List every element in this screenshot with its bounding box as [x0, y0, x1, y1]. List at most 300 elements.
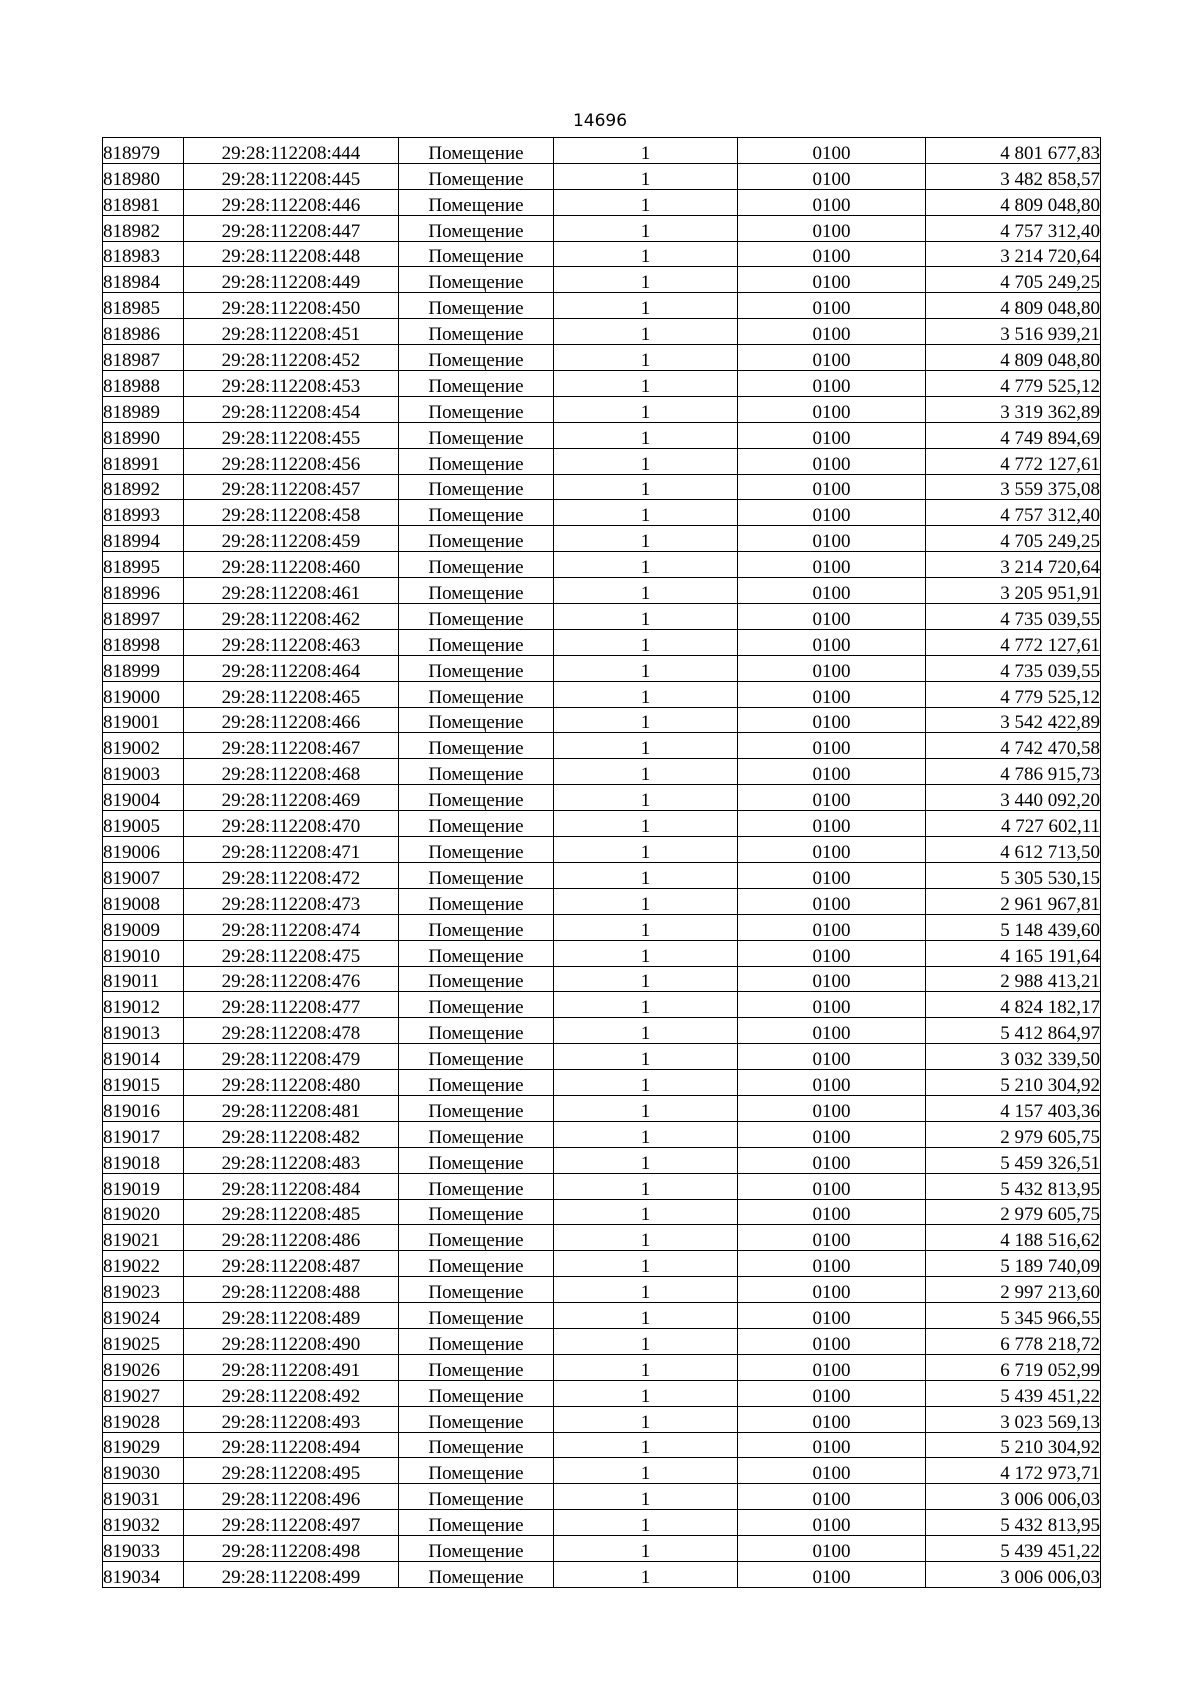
cadastral-number-cell: 29:28:112208:478 [184, 1018, 399, 1044]
quantity-cell: 1 [554, 371, 738, 397]
object-type-cell: Помещение [399, 241, 554, 267]
quantity-cell: 1 [554, 1095, 738, 1121]
record-number-cell: 818991 [103, 448, 184, 474]
record-number-cell: 818999 [103, 655, 184, 681]
cadastral-number-cell: 29:28:112208:490 [184, 1328, 399, 1354]
table-row [103, 759, 1101, 785]
table-row [103, 655, 1101, 681]
code-cell: 0100 [738, 629, 926, 655]
code-cell: 0100 [738, 1147, 926, 1173]
record-number-cell: 819019 [103, 1173, 184, 1199]
cadastral-value-cell: 4 772 127,61 [926, 629, 1101, 655]
quantity-cell: 1 [554, 1458, 738, 1484]
table-row [103, 500, 1101, 526]
code-cell: 0100 [738, 785, 926, 811]
code-cell: 0100 [738, 1225, 926, 1251]
page-number: 14696 [572, 111, 628, 131]
table-row [103, 1173, 1101, 1199]
cadastral-value-cell: 4 772 127,61 [926, 448, 1101, 474]
object-type-cell: Помещение [399, 1251, 554, 1277]
quantity-cell: 1 [554, 655, 738, 681]
quantity-cell: 1 [554, 759, 738, 785]
cadastral-number-cell: 29:28:112208:472 [184, 862, 399, 888]
cadastral-number-cell: 29:28:112208:462 [184, 604, 399, 630]
cadastral-value-cell: 2 979 605,75 [926, 1199, 1101, 1225]
cadastral-number-cell: 29:28:112208:445 [184, 163, 399, 189]
record-number-cell: 819029 [103, 1432, 184, 1458]
quantity-cell: 1 [554, 1561, 738, 1587]
quantity-cell: 1 [554, 422, 738, 448]
table-row [103, 604, 1101, 630]
table-row [103, 1018, 1101, 1044]
object-type-cell: Помещение [399, 811, 554, 837]
quantity-cell: 1 [554, 992, 738, 1018]
cadastral-number-cell: 29:28:112208:468 [184, 759, 399, 785]
code-cell: 0100 [738, 267, 926, 293]
cadastral-number-cell: 29:28:112208:493 [184, 1406, 399, 1432]
code-cell: 0100 [738, 1406, 926, 1432]
record-number-cell: 819027 [103, 1380, 184, 1406]
quantity-cell: 1 [554, 1406, 738, 1432]
quantity-cell: 1 [554, 189, 738, 215]
code-cell: 0100 [738, 163, 926, 189]
object-type-cell: Помещение [399, 1536, 554, 1562]
object-type-cell: Помещение [399, 1173, 554, 1199]
object-type-cell: Помещение [399, 396, 554, 422]
record-number-cell: 819016 [103, 1095, 184, 1121]
quantity-cell: 1 [554, 552, 738, 578]
object-type-cell: Помещение [399, 163, 554, 189]
record-number-cell: 819010 [103, 940, 184, 966]
cadastral-number-cell: 29:28:112208:452 [184, 345, 399, 371]
record-number-cell: 819031 [103, 1484, 184, 1510]
record-number-cell: 819024 [103, 1303, 184, 1329]
quantity-cell: 1 [554, 785, 738, 811]
table-row [103, 1070, 1101, 1096]
code-cell: 0100 [738, 396, 926, 422]
object-type-cell: Помещение [399, 733, 554, 759]
cadastral-number-cell: 29:28:112208:496 [184, 1484, 399, 1510]
cadastral-value-cell: 5 439 451,22 [926, 1380, 1101, 1406]
quantity-cell: 1 [554, 500, 738, 526]
cadastral-value-cell: 6 778 218,72 [926, 1328, 1101, 1354]
cadastral-value-cell: 5 189 740,09 [926, 1251, 1101, 1277]
cadastral-value-cell: 5 345 966,55 [926, 1303, 1101, 1329]
code-cell: 0100 [738, 1199, 926, 1225]
cadastral-value-cell: 3 440 092,20 [926, 785, 1101, 811]
table-row [103, 371, 1101, 397]
table-row [103, 1251, 1101, 1277]
cadastral-number-cell: 29:28:112208:449 [184, 267, 399, 293]
quantity-cell: 1 [554, 1303, 738, 1329]
cadastral-number-cell: 29:28:112208:479 [184, 1044, 399, 1070]
record-number-cell: 819009 [103, 914, 184, 940]
code-cell: 0100 [738, 319, 926, 345]
table-row [103, 1561, 1101, 1587]
code-cell: 0100 [738, 1380, 926, 1406]
object-type-cell: Помещение [399, 1406, 554, 1432]
code-cell: 0100 [738, 526, 926, 552]
object-type-cell: Помещение [399, 1303, 554, 1329]
table-row [103, 1432, 1101, 1458]
table-row [103, 138, 1101, 164]
code-cell: 0100 [738, 733, 926, 759]
record-number-cell: 818990 [103, 422, 184, 448]
quantity-cell: 1 [554, 1147, 738, 1173]
quantity-cell: 1 [554, 862, 738, 888]
cadastral-number-cell: 29:28:112208:469 [184, 785, 399, 811]
quantity-cell: 1 [554, 396, 738, 422]
cadastral-number-cell: 29:28:112208:461 [184, 578, 399, 604]
cadastral-number-cell: 29:28:112208:486 [184, 1225, 399, 1251]
cadastral-number-cell: 29:28:112208:460 [184, 552, 399, 578]
table-row [103, 215, 1101, 241]
quantity-cell: 1 [554, 345, 738, 371]
record-number-cell: 819032 [103, 1510, 184, 1536]
code-cell: 0100 [738, 422, 926, 448]
cadastral-value-cell: 4 801 677,83 [926, 138, 1101, 164]
code-cell: 0100 [738, 215, 926, 241]
cadastral-value-cell: 4 757 312,40 [926, 500, 1101, 526]
object-type-cell: Помещение [399, 448, 554, 474]
cadastral-value-cell: 4 824 182,17 [926, 992, 1101, 1018]
cadastral-value-cell: 3 542 422,89 [926, 707, 1101, 733]
cadastral-number-cell: 29:28:112208:451 [184, 319, 399, 345]
cadastral-number-cell: 29:28:112208:456 [184, 448, 399, 474]
object-type-cell: Помещение [399, 862, 554, 888]
quantity-cell: 1 [554, 1380, 738, 1406]
cadastral-number-cell: 29:28:112208:467 [184, 733, 399, 759]
code-cell: 0100 [738, 1251, 926, 1277]
quantity-cell: 1 [554, 1277, 738, 1303]
cadastral-value-cell: 5 148 439,60 [926, 914, 1101, 940]
table-row [103, 1095, 1101, 1121]
quantity-cell: 1 [554, 163, 738, 189]
cadastral-value-cell: 3 032 339,50 [926, 1044, 1101, 1070]
cadastral-value-cell: 5 305 530,15 [926, 862, 1101, 888]
record-number-cell: 818987 [103, 345, 184, 371]
cadastral-value-cell: 4 727 602,11 [926, 811, 1101, 837]
quantity-cell: 1 [554, 267, 738, 293]
table-row [103, 526, 1101, 552]
record-number-cell: 819018 [103, 1147, 184, 1173]
record-number-cell: 819011 [103, 966, 184, 992]
table-row [103, 733, 1101, 759]
quantity-cell: 1 [554, 1536, 738, 1562]
quantity-cell: 1 [554, 811, 738, 837]
table-row [103, 811, 1101, 837]
object-type-cell: Помещение [399, 552, 554, 578]
cadastral-value-cell: 3 482 858,57 [926, 163, 1101, 189]
object-type-cell: Помещение [399, 267, 554, 293]
cadastral-value-cell: 2 961 967,81 [926, 888, 1101, 914]
cadastral-value-cell: 4 735 039,55 [926, 655, 1101, 681]
cadastral-value-cell: 4 742 470,58 [926, 733, 1101, 759]
object-type-cell: Помещение [399, 681, 554, 707]
cadastral-value-cell: 4 612 713,50 [926, 837, 1101, 863]
table-row [103, 1225, 1101, 1251]
quantity-cell: 1 [554, 578, 738, 604]
code-cell: 0100 [738, 1328, 926, 1354]
table-row [103, 1406, 1101, 1432]
record-number-cell: 819022 [103, 1251, 184, 1277]
record-number-cell: 818998 [103, 629, 184, 655]
cadastral-number-cell: 29:28:112208:489 [184, 1303, 399, 1329]
cadastral-value-cell: 3 559 375,08 [926, 474, 1101, 500]
table-row [103, 552, 1101, 578]
table-row [103, 681, 1101, 707]
object-type-cell: Помещение [399, 474, 554, 500]
cadastral-value-cell: 6 719 052,99 [926, 1354, 1101, 1380]
table-row [103, 293, 1101, 319]
cadastral-value-cell: 4 779 525,12 [926, 681, 1101, 707]
code-cell: 0100 [738, 1121, 926, 1147]
cadastral-number-cell: 29:28:112208:477 [184, 992, 399, 1018]
record-number-cell: 818984 [103, 267, 184, 293]
table-row [103, 1536, 1101, 1562]
cadastral-value-cell: 4 157 403,36 [926, 1095, 1101, 1121]
quantity-cell: 1 [554, 448, 738, 474]
cadastral-value-cell: 5 412 864,97 [926, 1018, 1101, 1044]
table-row [103, 319, 1101, 345]
object-type-cell: Помещение [399, 992, 554, 1018]
cadastral-value-cell: 5 210 304,92 [926, 1070, 1101, 1096]
cadastral-value-cell: 2 997 213,60 [926, 1277, 1101, 1303]
object-type-cell: Помещение [399, 629, 554, 655]
table-row [103, 629, 1101, 655]
code-cell: 0100 [738, 552, 926, 578]
table-row [103, 422, 1101, 448]
record-number-cell: 819017 [103, 1121, 184, 1147]
object-type-cell: Помещение [399, 1561, 554, 1587]
code-cell: 0100 [738, 1303, 926, 1329]
quantity-cell: 1 [554, 1018, 738, 1044]
cadastral-number-cell: 29:28:112208:481 [184, 1095, 399, 1121]
code-cell: 0100 [738, 1354, 926, 1380]
object-type-cell: Помещение [399, 837, 554, 863]
record-number-cell: 818996 [103, 578, 184, 604]
cadastral-number-cell: 29:28:112208:455 [184, 422, 399, 448]
code-cell: 0100 [738, 1173, 926, 1199]
code-cell: 0100 [738, 1484, 926, 1510]
code-cell: 0100 [738, 1510, 926, 1536]
code-cell: 0100 [738, 293, 926, 319]
table-row [103, 1199, 1101, 1225]
cadastral-number-cell: 29:28:112208:450 [184, 293, 399, 319]
record-number-cell: 818995 [103, 552, 184, 578]
quantity-cell: 1 [554, 1199, 738, 1225]
code-cell: 0100 [738, 940, 926, 966]
cadastral-number-cell: 29:28:112208:491 [184, 1354, 399, 1380]
cadastral-number-cell: 29:28:112208:487 [184, 1251, 399, 1277]
record-number-cell: 818981 [103, 189, 184, 215]
cadastral-value-cell: 4 188 516,62 [926, 1225, 1101, 1251]
code-cell: 0100 [738, 1018, 926, 1044]
object-type-cell: Помещение [399, 345, 554, 371]
record-number-cell: 818979 [103, 138, 184, 164]
code-cell: 0100 [738, 189, 926, 215]
table-row [103, 1510, 1101, 1536]
object-type-cell: Помещение [399, 1095, 554, 1121]
cadastral-number-cell: 29:28:112208:474 [184, 914, 399, 940]
code-cell: 0100 [738, 681, 926, 707]
table-row [103, 163, 1101, 189]
cadastral-number-cell: 29:28:112208:465 [184, 681, 399, 707]
table-row [103, 1277, 1101, 1303]
quantity-cell: 1 [554, 1225, 738, 1251]
object-type-cell: Помещение [399, 1121, 554, 1147]
record-number-cell: 818985 [103, 293, 184, 319]
object-type-cell: Помещение [399, 500, 554, 526]
quantity-cell: 1 [554, 215, 738, 241]
quantity-cell: 1 [554, 1173, 738, 1199]
object-type-cell: Помещение [399, 1277, 554, 1303]
cadastral-number-cell: 29:28:112208:497 [184, 1510, 399, 1536]
record-number-cell: 819030 [103, 1458, 184, 1484]
record-number-cell: 819005 [103, 811, 184, 837]
record-number-cell: 818989 [103, 396, 184, 422]
cadastral-value-cell: 3 006 006,03 [926, 1561, 1101, 1587]
cadastral-number-cell: 29:28:112208:494 [184, 1432, 399, 1458]
object-type-cell: Помещение [399, 655, 554, 681]
cadastral-value-cell: 4 786 915,73 [926, 759, 1101, 785]
cadastral-number-cell: 29:28:112208:463 [184, 629, 399, 655]
object-type-cell: Помещение [399, 940, 554, 966]
cadastral-value-cell: 4 705 249,25 [926, 267, 1101, 293]
object-type-cell: Помещение [399, 785, 554, 811]
object-type-cell: Помещение [399, 319, 554, 345]
quantity-cell: 1 [554, 837, 738, 863]
record-number-cell: 819025 [103, 1328, 184, 1354]
cadastral-value-cell: 4 757 312,40 [926, 215, 1101, 241]
cadastral-number-cell: 29:28:112208:459 [184, 526, 399, 552]
object-type-cell: Помещение [399, 371, 554, 397]
object-type-cell: Помещение [399, 215, 554, 241]
quantity-cell: 1 [554, 1251, 738, 1277]
table-row [103, 345, 1101, 371]
cadastral-value-cell: 3 214 720,64 [926, 552, 1101, 578]
record-number-cell: 818997 [103, 604, 184, 630]
table-row [103, 966, 1101, 992]
record-number-cell: 819007 [103, 862, 184, 888]
table-row [103, 1044, 1101, 1070]
code-cell: 0100 [738, 992, 926, 1018]
object-type-cell: Помещение [399, 604, 554, 630]
quantity-cell: 1 [554, 526, 738, 552]
cadastral-number-cell: 29:28:112208:458 [184, 500, 399, 526]
code-cell: 0100 [738, 914, 926, 940]
quantity-cell: 1 [554, 1354, 738, 1380]
object-type-cell: Помещение [399, 1199, 554, 1225]
cadastral-number-cell: 29:28:112208:453 [184, 371, 399, 397]
table-row [103, 914, 1101, 940]
record-number-cell: 819026 [103, 1354, 184, 1380]
table-row [103, 474, 1101, 500]
cadastral-number-cell: 29:28:112208:485 [184, 1199, 399, 1225]
table-row [103, 1147, 1101, 1173]
quantity-cell: 1 [554, 707, 738, 733]
object-type-cell: Помещение [399, 422, 554, 448]
code-cell: 0100 [738, 241, 926, 267]
object-type-cell: Помещение [399, 1225, 554, 1251]
cadastral-number-cell: 29:28:112208:484 [184, 1173, 399, 1199]
quantity-cell: 1 [554, 733, 738, 759]
code-cell: 0100 [738, 1277, 926, 1303]
object-type-cell: Помещение [399, 1354, 554, 1380]
record-number-cell: 818980 [103, 163, 184, 189]
quantity-cell: 1 [554, 1484, 738, 1510]
record-number-cell: 819001 [103, 707, 184, 733]
object-type-cell: Помещение [399, 759, 554, 785]
code-cell: 0100 [738, 966, 926, 992]
object-type-cell: Помещение [399, 1070, 554, 1096]
quantity-cell: 1 [554, 940, 738, 966]
quantity-cell: 1 [554, 293, 738, 319]
table-row [103, 862, 1101, 888]
quantity-cell: 1 [554, 1121, 738, 1147]
object-type-cell: Помещение [399, 578, 554, 604]
object-type-cell: Помещение [399, 138, 554, 164]
record-number-cell: 819008 [103, 888, 184, 914]
record-number-cell: 819023 [103, 1277, 184, 1303]
table-row [103, 1380, 1101, 1406]
record-number-cell: 819002 [103, 733, 184, 759]
code-cell: 0100 [738, 604, 926, 630]
quantity-cell: 1 [554, 914, 738, 940]
record-number-cell: 819000 [103, 681, 184, 707]
object-type-cell: Помещение [399, 888, 554, 914]
cadastral-number-cell: 29:28:112208:476 [184, 966, 399, 992]
quantity-cell: 1 [554, 681, 738, 707]
table-row [103, 707, 1101, 733]
quantity-cell: 1 [554, 1044, 738, 1070]
table-row [103, 1484, 1101, 1510]
cadastral-value-cell: 5 459 326,51 [926, 1147, 1101, 1173]
record-number-cell: 818993 [103, 500, 184, 526]
code-cell: 0100 [738, 1536, 926, 1562]
registry-table [102, 137, 1101, 1588]
table-row [103, 267, 1101, 293]
table-row [103, 940, 1101, 966]
code-cell: 0100 [738, 345, 926, 371]
code-cell: 0100 [738, 474, 926, 500]
table-row [103, 785, 1101, 811]
object-type-cell: Помещение [399, 707, 554, 733]
cadastral-value-cell: 4 705 249,25 [926, 526, 1101, 552]
cadastral-number-cell: 29:28:112208:454 [184, 396, 399, 422]
cadastral-number-cell: 29:28:112208:466 [184, 707, 399, 733]
quantity-cell: 1 [554, 138, 738, 164]
registry-body [103, 138, 1101, 1588]
cadastral-value-cell: 5 432 813,95 [926, 1510, 1101, 1536]
code-cell: 0100 [738, 862, 926, 888]
code-cell: 0100 [738, 811, 926, 837]
quantity-cell: 1 [554, 1510, 738, 1536]
code-cell: 0100 [738, 371, 926, 397]
cadastral-value-cell: 5 210 304,92 [926, 1432, 1101, 1458]
object-type-cell: Помещение [399, 1432, 554, 1458]
cadastral-number-cell: 29:28:112208:475 [184, 940, 399, 966]
record-number-cell: 819003 [103, 759, 184, 785]
cadastral-number-cell: 29:28:112208:488 [184, 1277, 399, 1303]
table-row [103, 1328, 1101, 1354]
cadastral-number-cell: 29:28:112208:446 [184, 189, 399, 215]
cadastral-value-cell: 3 006 006,03 [926, 1484, 1101, 1510]
cadastral-value-cell: 3 214 720,64 [926, 241, 1101, 267]
code-cell: 0100 [738, 1044, 926, 1070]
cadastral-number-cell: 29:28:112208:464 [184, 655, 399, 681]
code-cell: 0100 [738, 138, 926, 164]
